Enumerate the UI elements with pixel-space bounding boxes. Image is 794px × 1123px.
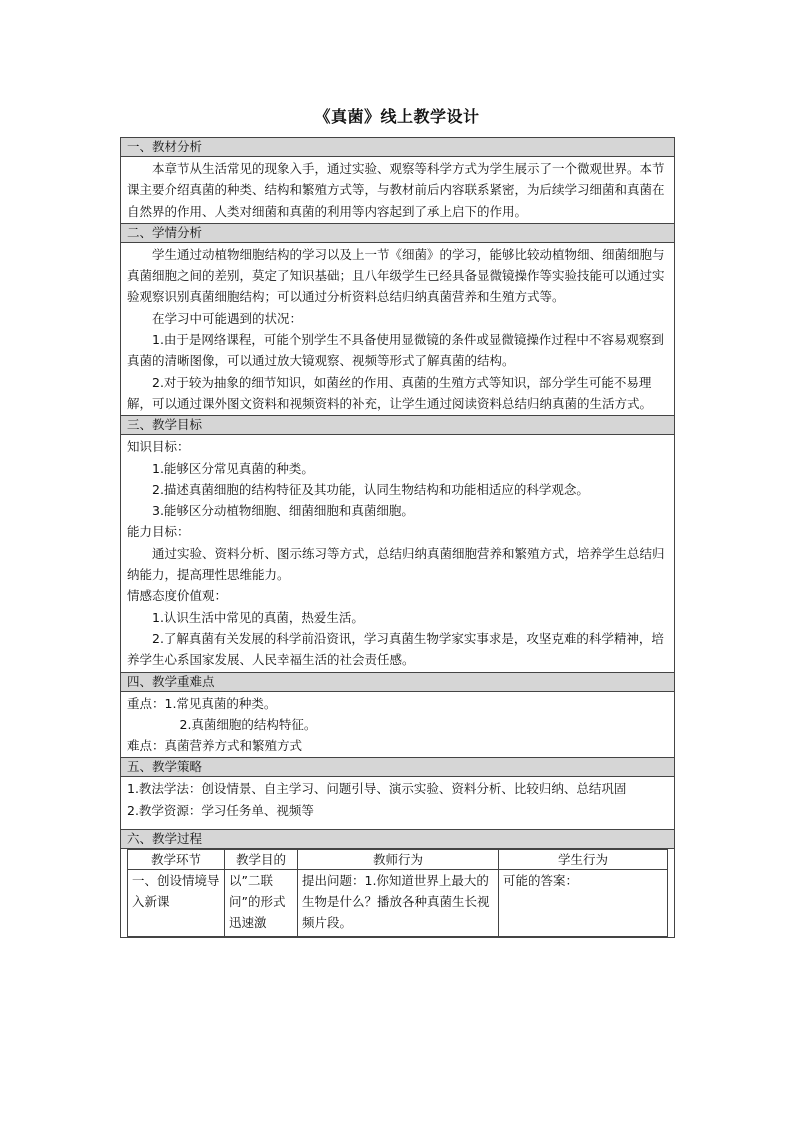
process-row (121, 849, 675, 938)
section-body-row (121, 435, 675, 672)
section-heading-row (121, 672, 675, 691)
column-header: 教师行为 (298, 850, 499, 870)
key-point-line: 重点：1.常见真菌的种类。 (127, 695, 277, 711)
section-heading-row (121, 223, 675, 242)
section-heading: 一、教材分析 (121, 138, 675, 157)
section-heading: 六、教学过程 (121, 830, 675, 849)
teaching-process-table (127, 849, 668, 937)
knowledge-goal-item: 2.描述真菌细胞的结构特征及其功能，认同生物结构和功能相适应的科学观念。 (152, 481, 589, 497)
table-row (128, 870, 668, 937)
page-title: 《真菌》线上教学设计 (314, 107, 480, 126)
section-heading-row (121, 830, 675, 849)
section-body-row (121, 777, 675, 830)
learner-analysis-item: 1.由于是网络课程，可能个别学生不具备使用显微镜的条件或显微镜操作过程中不容易观察到真菌的清晰图像，可以通过放大镜观察、视频等形式了解真菌的结构。 (127, 332, 664, 369)
section-body-row (121, 157, 675, 224)
section-heading: 四、教学重难点 (121, 672, 675, 691)
knowledge-goal-item: 3.能够区分动植物细胞、细菌细胞和真菌细胞。 (152, 503, 414, 519)
section-heading-row (121, 416, 675, 435)
difficulty-line: 难点：真菌营养方式和繁殖方式 (127, 738, 303, 754)
strategy-line: 2.教学资源：学习任务单、视频等 (127, 802, 314, 818)
section-heading: 五、教学策略 (121, 758, 675, 777)
textbook-analysis-paragraph: 本章节从生活常见的现象入手，通过实验、观察等科学方式为学生展示了一个微观世界。本节课主要介绍真菌的种类、结构和繁殖方式等，与教材前后内容联系紧密，为后续学习细菌和真菌在自然界的作用、人类对细菌和真菌的利用等内容起到了承上启下的作用。 (127, 161, 665, 219)
student-cell: 可能的答案： (499, 870, 668, 937)
knowledge-goal-label: 知识目标： (127, 439, 190, 455)
purpose-cell: 以”二联问”的形式迅速激 (225, 870, 298, 937)
ability-goal-text: 通过实验、资料分析、图示练习等方式，总结归纳真菌细胞营养和繁殖方式，培养学生总结归纳能力，提高理性思维能力。 (127, 545, 665, 583)
lesson-plan-table (120, 137, 675, 938)
process-header-row (128, 850, 668, 870)
stage-cell: 一、创设情境导入新课 (128, 870, 225, 937)
teacher-cell: 提出问题：1.你知道世界上最大的生物是什么？播放各种真菌生长视频片段。 (298, 870, 499, 937)
emotion-goal-label: 情感态度价值观： (127, 588, 228, 604)
learner-analysis-paragraph: 学生通过动植物细胞结构的学习以及上一节《细菌》的学习，能够比较动植物细、细菌细胞与真菌细胞之间的差别，莫定了知识基础；且八年级学生已经具备显微镜操作等实验技能可以通过实验观察识别真菌细胞结构；可以通过分析资料总结归纳真菌营养和生殖方式等。 (127, 246, 665, 305)
learner-analysis-item: 2.对于较为抽象的细节知识，如菌丝的作用、真菌的生殖方式等知识，部分学生可能不易理解，可以通过课外图文资料和视频资料的补充，让学生通过阅读资料总结归纳真菌的生活方式。 (127, 374, 653, 411)
knowledge-goal-item: 1.能够区分常见真菌的种类。 (152, 460, 314, 476)
section-heading: 二、学情分析 (121, 223, 675, 242)
section-heading-row (121, 758, 675, 777)
column-header: 教学环节 (128, 850, 225, 870)
emotion-goal-item: 1.认识生活中常见的真菌，热爱生活。 (152, 609, 364, 625)
learner-analysis-intro: 在学习中可能遇到的状况： (152, 310, 303, 326)
section-body-row (121, 242, 675, 415)
emotion-goal-item: 2.了解真菌有关发展的科学前沿资讯，学习真菌生物学家实事求是，攻坚克难的科学精神，培养学生心系国家发展、人民幸福生活的社会责任感。 (127, 630, 664, 668)
key-point-line: 2.真菌细胞的结构特征。 (179, 716, 317, 732)
section-heading-row (121, 138, 675, 157)
section-body-row (121, 691, 675, 758)
column-header: 教学目的 (225, 850, 298, 870)
ability-goal-label: 能力目标： (127, 524, 190, 540)
column-header: 学生行为 (499, 850, 668, 870)
strategy-line: 1.教法学法：创设情景、自主学习、问题引导、演示实验、资料分析、比较归纳、总结巩固 (127, 781, 627, 797)
section-heading: 三、教学目标 (121, 416, 675, 435)
